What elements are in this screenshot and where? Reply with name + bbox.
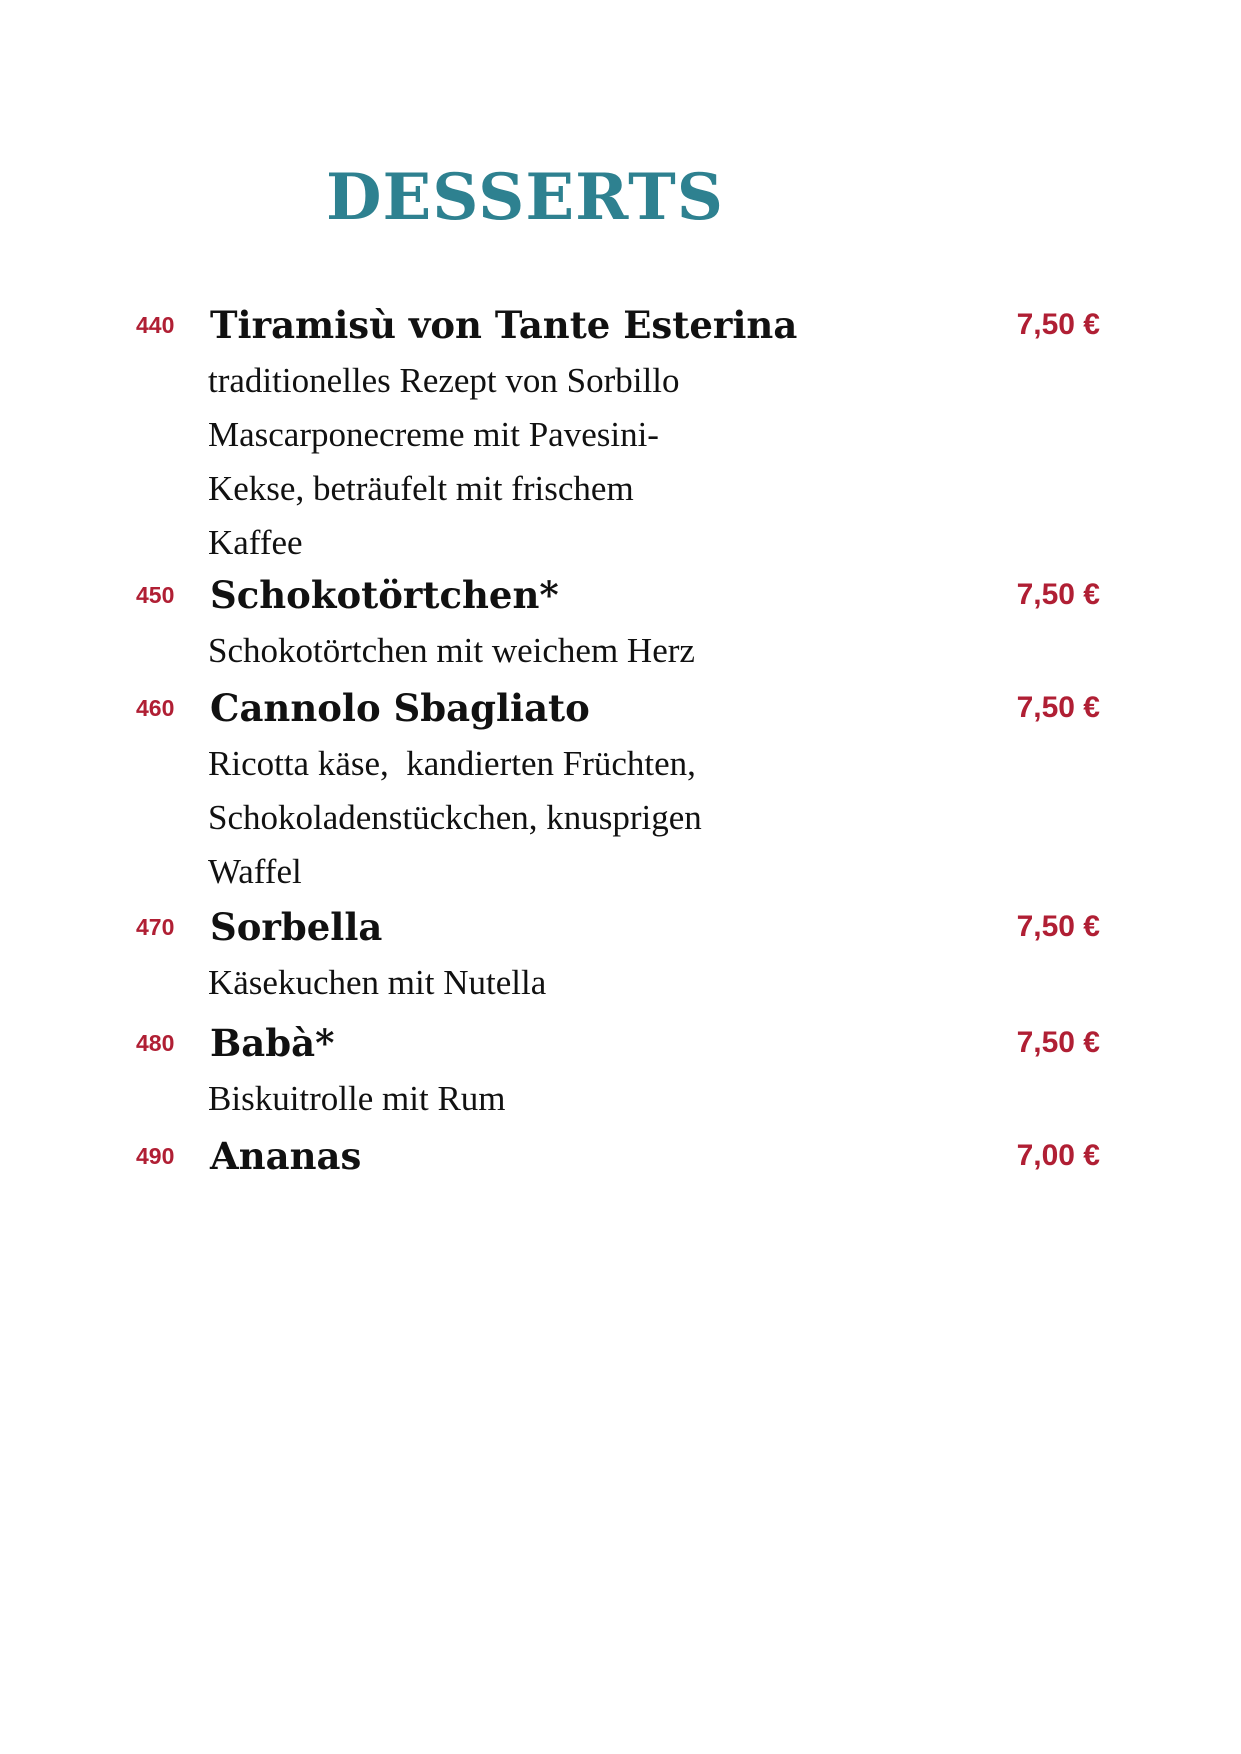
item-number: 450	[136, 582, 175, 608]
item-description	[208, 737, 828, 899]
item-description	[208, 624, 828, 678]
item-number: 440	[136, 312, 175, 338]
description-line: Waffel	[208, 852, 302, 891]
item-name: Schokotörtchen*	[210, 573, 559, 617]
item-number: 480	[136, 1030, 175, 1056]
item-description	[208, 956, 828, 1010]
item-number: 460	[136, 695, 175, 721]
description-line: Mascarponecreme mit Pavesini-	[208, 415, 659, 454]
item-price: 7,50 €	[1016, 691, 1100, 724]
item-number: 470	[136, 914, 175, 940]
item-price: 7,50 €	[1016, 308, 1100, 341]
item-price: 7,00 €	[1016, 1139, 1100, 1172]
description-line: Biskuitrolle mit Rum	[208, 1079, 506, 1118]
item-price: 7,50 €	[1016, 578, 1100, 611]
description-line: Käsekuchen mit Nutella	[208, 963, 547, 1002]
item-description	[208, 354, 828, 570]
description-line: Kaffee	[208, 523, 303, 562]
item-name: Babà*	[210, 1021, 335, 1065]
item-name: Sorbella	[210, 905, 383, 949]
description-line: Schokotörtchen mit weichem Herz	[208, 631, 695, 670]
description-line: Ricotta käse, kandierten Früchten,	[208, 744, 696, 783]
item-name: Ananas	[210, 1134, 362, 1178]
item-name: Cannolo Sbagliato	[210, 686, 590, 730]
item-name: Tiramisù von Tante Esterina	[210, 303, 798, 347]
item-price: 7,50 €	[1016, 1026, 1100, 1059]
description-line: Kekse, beträufelt mit frischem	[208, 469, 634, 508]
description-line: Schokoladenstückchen, knusprigen	[208, 798, 702, 837]
description-line: traditionelles Rezept von Sorbillo	[208, 361, 680, 400]
item-price: 7,50 €	[1016, 910, 1100, 943]
item-number: 490	[136, 1143, 175, 1169]
page-title: DESSERTS	[326, 160, 724, 235]
item-description	[208, 1072, 828, 1126]
